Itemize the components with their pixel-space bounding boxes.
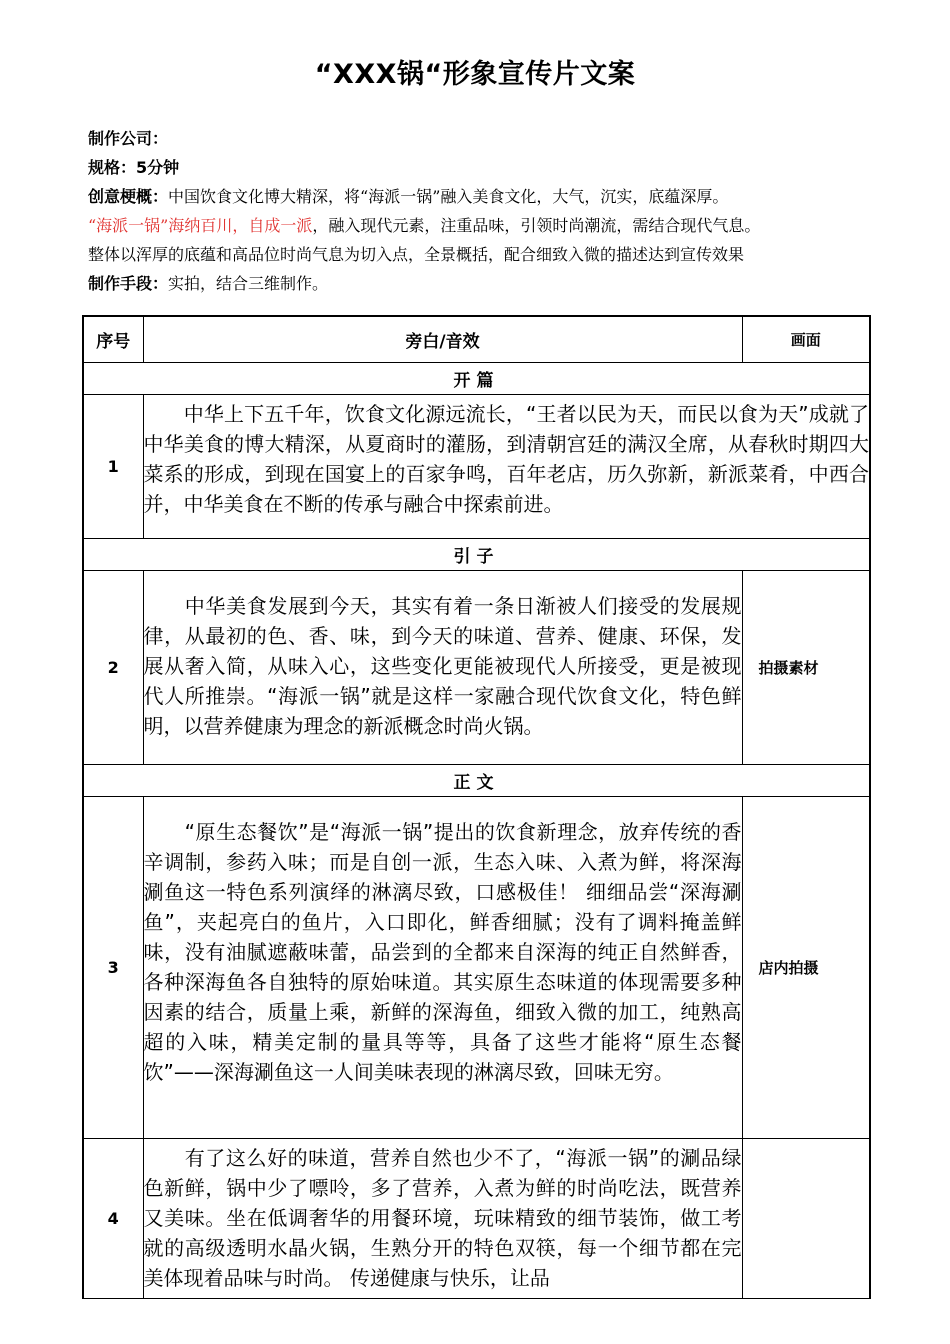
narration-text: 中华上下五千年，饮食文化源远流长，“王者以民为天，而民以食为天”成就了中华美食的博大精深，从夏商时的灌肠，到清朝宫廷的满汉全席，从春秋时期四大菜系的形成，到现在国宴上的百家争鸣，百年老店，历久弥新，新派菜肴，中西合并，中华美食在不断的传承与融合中探索前进。 (143, 395, 870, 539)
scene-text: 店内拍摄 (742, 797, 870, 1139)
idea-text-1: 中国饮食文化博大精深，将“海派一锅”融入美食文化，大气，沉实，底蕴深厚。 (168, 187, 729, 206)
row-number: 2 (83, 571, 143, 765)
row-number: 3 (83, 797, 143, 1139)
spec-line (88, 153, 878, 182)
table-row (83, 395, 870, 539)
method-line (88, 269, 878, 298)
table-row (83, 571, 870, 765)
table-row (83, 797, 870, 1139)
header-scene: 画面 (742, 316, 870, 363)
scene-text (742, 1139, 870, 1299)
spec-label: 规格：5分钟 (88, 158, 180, 177)
company-label: 制作公司： (88, 129, 169, 148)
row-number: 4 (83, 1139, 143, 1299)
method-label: 制作手段： (88, 274, 169, 293)
header-num: 序号 (83, 316, 143, 363)
idea-line-2 (88, 211, 878, 240)
scene-text: 拍摄素材 (742, 571, 870, 765)
header-narration: 旁白/音效 (143, 316, 742, 363)
idea-label: 创意梗概： (88, 187, 169, 206)
narration-text: 中华美食发展到今天，其实有着一条日渐被人们接受的发展规律，从最初的色、香、味，到今天的味道、营养、健康、环保，发展从奢入简，从味入心，这些变化更能被现代人所接受，更是被现代人所推崇。“海派一锅”就是这样一家融合现代饮食文化，特色鲜明，以营养健康为理念的新派概念时尚火锅。 (143, 571, 742, 765)
script-table (82, 315, 871, 1299)
section-body: 正文 (83, 765, 870, 797)
narration-text: “原生态餐饮”是“海派一锅”提出的饮食新理念，放弃传统的香辛调制，参药入味；而是自创一派，生态入味、入煮为鲜，将深海涮鱼这一特色系列演绎的淋漓尽致，口感极佳！ 细细品尝“深海涮鱼”，夹起亮白的鱼片，入口即化，鲜香细腻；没有了调料掩盖鲜味，没有油腻遮蔽味蕾，品尝到的全都来自深海的纯正自然鲜香，各种深海鱼各自独特的原始味道。其实原生态味道的体现需要多种因素的结合，质量上乘，新鲜的深海鱼，细致入微的加工，纯熟高超的入味，精美定制的量具等等，具备了这些才能将“原生态餐饮”——深海涮鱼这一人间美味表现的淋漓尽致，回味无穷。 (143, 797, 742, 1139)
method-value: 实拍，结合三维制作。 (168, 274, 329, 293)
idea-text-2: ，融入现代元素，注重品味，引领时尚潮流，需结合现代气息。 (312, 216, 761, 235)
production-info (88, 124, 878, 298)
idea-line-1 (88, 182, 878, 211)
row-number: 1 (83, 395, 143, 539)
section-row-body (83, 765, 870, 797)
narration-text: 有了这么好的味道，营养自然也少不了，“海派一锅”的涮品绿色新鲜，锅中少了嘌呤，多了营养，入煮为鲜的时尚吃法，既营养又美味。坐在低调奢华的用餐环境，玩味精致的细节装饰，做工考就的高级透明水晶火锅，生熟分开的特色双筷，每一个细节都在完美体现着品味与时尚。 传递健康与快乐，让品 (143, 1139, 742, 1299)
idea-highlight: “海派一锅”海纳百川，自成一派 (88, 216, 313, 235)
section-row-intro (83, 539, 870, 571)
idea-line-3: 整体以浑厚的底蕴和高品位时尚气息为切入点，全景概括，配合细致入微的描述达到宣传效果 (88, 245, 745, 264)
section-row-opening (83, 363, 870, 395)
table-row (83, 1139, 870, 1299)
document-title: “XXX锅“形象宣传片文案 (314, 59, 636, 90)
section-opening: 开篇 (83, 363, 870, 395)
header-row (83, 316, 870, 363)
company-line (88, 124, 878, 153)
section-intro: 引子 (83, 539, 870, 571)
